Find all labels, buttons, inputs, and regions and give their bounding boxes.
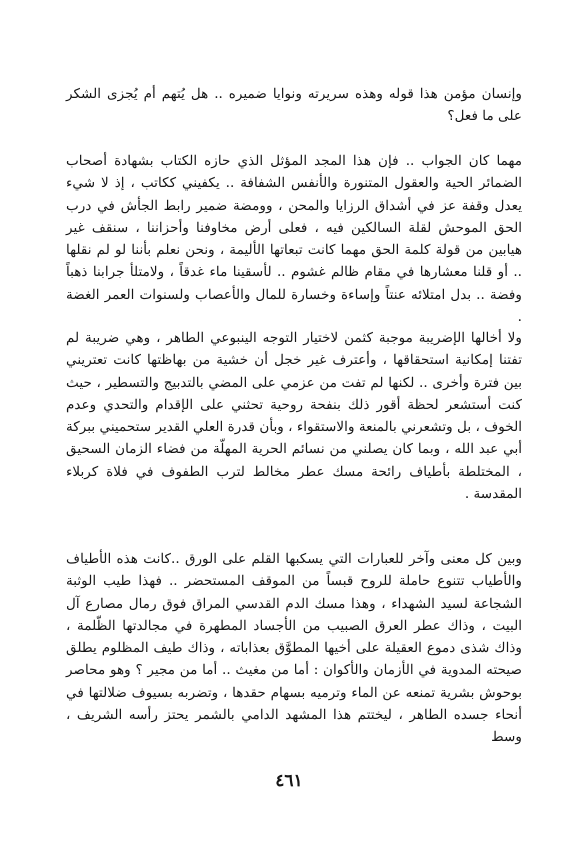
paragraph-1 (66, 83, 522, 128)
paragraph-1-text: وإنسان مؤمن هذا قوله وهذه سريرته ونوايا ضميره .. هل يُتهم أم يُجزى الشكر على ما فعل؟ (66, 86, 522, 125)
paragraph-2 (66, 150, 522, 328)
paragraph-4 (66, 548, 522, 749)
paragraph-2-text: مهما كان الجواب .. فإن هذا المجد المؤثل الذي حازه الكتاب بشهادة أصحاب الضمائر الحية والعقول المتنورة والأنفس الشفافة .. يكفيني ككاتب ، إذ لا شيء يعدل وقفة عز في أشداق الرزايا والمحن ، وومضة ضمير رابط الجأش في درب الحق الموحش لقلة السالكين فيه ، فعلى أرض مخاوفنا وأحزاننا ، سنقف غير هيابين من قولة كلمة الحق مهما كانت تبعاتها الأليمة ، ونحن نعلم بأننا لو لم نقلها .. أو قلنا معشارها في مقام ظالم غشوم .. لأسقينا ماء غدقاً ، ولامتلأ جرابنا ذهباً وفضة .. بدل امتلائه عنتاً وإساءة وخسارة للمال والأعصاب ولسنوات العمر الغضة . (66, 153, 522, 326)
paragraph-3 (66, 327, 522, 505)
page-number: ٤٦١ (275, 771, 303, 791)
paragraph-3-text: ولا أخالها الإضريبة موجبة كثمن لاختيار التوجه الينبوعي الطاهر ، وهي ضريبة لم تفتنا إمكانية استحقاقها ، وأعترف غير خجل أن خشية من بهاظتها كانت تعتريني بين فترة وأخرى .. لكنها لم تفت من عزمي على المضي بالتدبيج والتسطير ، حيث كنت أستشعر لحظة أقور ذلك بنفحة روحية تحثني على الإقدام والتحدي وعدم الخوف ، بل وتشعرني بالمنعة والاستقواء ، وبأن قدرة العلي القدير ستحميني ببركة أبي عبد الله ، وبما كان يصلني من نسائم الحرية المهلّة من فضاء الزمان السحيق ، المختلطة بأطياف رائحة مسك عطر مخالط لترب الطفوف في فلاة كربلاء المقدسة . (66, 330, 522, 503)
paragraph-4-text: وبين كل معنى وآخر للعبارات التي يسكبها القلم على الورق ..كانت هذه الأطياف والأطياب تتنوع حاملة للروح قبساً من الموقف المستحضر .. فهذا طيب الوثبة الشجاعة لسيد الشهداء ، وهذا مسك الدم القدسي المراق فوق رمال مصارع آل البيت ، وذاك عطر العرق الصبيب من الأجساد المطهرة في مجالدتها الظّلمة ، وذاك شذى دموع العقيلة على أخيها المطوَّق بعذاباته ، وذاك طيف المظلوم يطلق صيحته المدوية في الأزمان والأكوان : أما من مغيث .. أما من مجير ؟ وهو محاصر بوحوش بشرية تمنعه عن الماء وترميه بسهام حقدها ، وتضربه بسيوف ضلالتها في أنحاء جسده الطاهر ، ليختتم هذا المشهد الدامي بالشمر يحتز رأسه الشريف ، وسط (66, 551, 522, 746)
